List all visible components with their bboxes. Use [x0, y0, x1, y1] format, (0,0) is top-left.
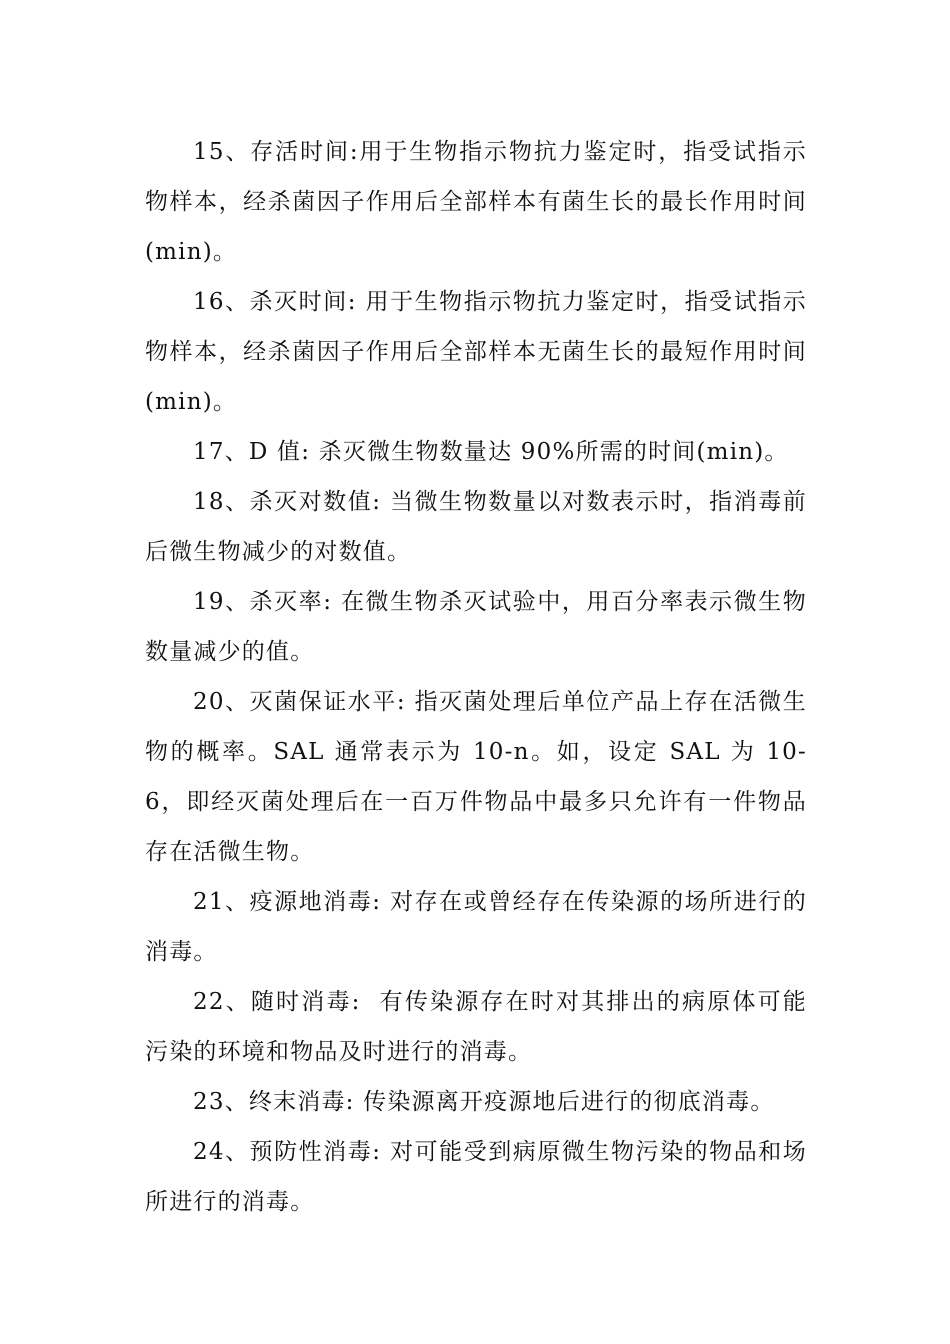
- paragraph-kill-rate: 19、杀灭率: 在微生物杀灭试验中，用百分率表示微生物数量减少的值。: [145, 589, 807, 665]
- paragraph-terminal-disinfection: 23、终末消毒: 传染源离开疫源地后进行的彻底消毒。: [193, 1089, 775, 1115]
- paragraph-kill-time: 16、杀灭时间: 用于生物指示物抗力鉴定时，指受试指示物样本，经杀菌因子作用后全部样本无菌生长的最短作用时间(min)。: [145, 289, 807, 415]
- paragraph-survival-time: 15、存活时间:用于生物指示物抗力鉴定时，指受试指示物样本，经杀菌因子作用后全部样本有菌生长的最长作用时间(min)。: [145, 139, 807, 265]
- document-body: [145, 127, 807, 1227]
- paragraph-sterility-assurance-level: 20、灭菌保证水平: 指灭菌处理后单位产品上存在活微生物的概率。SAL 通常表示为 10-n。如，设定 SAL 为 10-6，即经灭菌处理后在一百万件物品中最多只允许有一件物品存在活微生物。: [145, 689, 807, 865]
- paragraph-preventive-disinfection: 24、预防性消毒: 对可能受到病原微生物污染的物品和场所进行的消毒。: [145, 1139, 807, 1215]
- paragraph-log-reduction: 18、杀灭对数值: 当微生物数量以对数表示时，指消毒前后微生物减少的对数值。: [145, 489, 807, 565]
- paragraph-concurrent-disinfection: 22、随时消毒: 有传染源存在时对其排出的病原体可能污染的环境和物品及时进行的消毒。: [145, 989, 807, 1065]
- paragraph-epidemic-focus-disinfection: 21、疫源地消毒: 对存在或曾经存在传染源的场所进行的消毒。: [145, 889, 807, 965]
- paragraph-d-value: 17、D 值: 杀灭微生物数量达 90%所需的时间(min)。: [193, 439, 789, 465]
